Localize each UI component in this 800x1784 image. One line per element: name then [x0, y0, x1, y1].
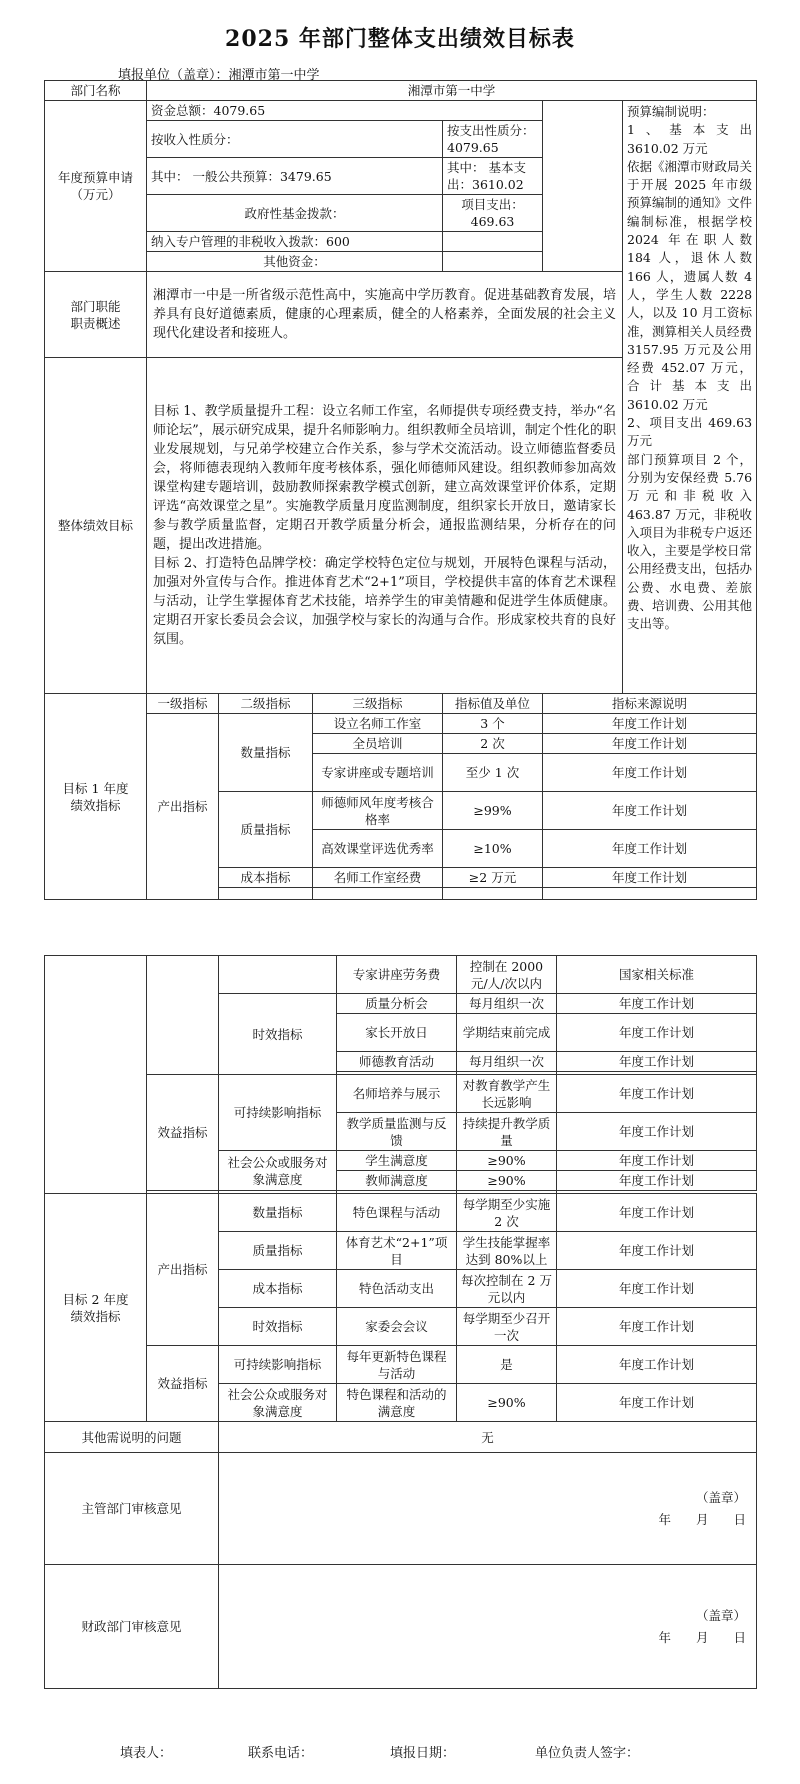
table-row-l3: 专家讲座劳务费	[337, 956, 457, 994]
table-row-l3: 教师满意度	[337, 1171, 457, 1191]
budget-project: 项目支出：469.63	[443, 195, 543, 232]
table-row-l3: 特色课程与活动	[337, 1194, 457, 1232]
budget-general: 其中： 一般公共预算：3479.65	[147, 158, 443, 195]
review1-date: 年 月 日	[658, 1511, 746, 1527]
table-row-l2: 数量指标	[219, 1194, 337, 1232]
target1-label: 目标 1 年度绩效指标	[45, 694, 147, 900]
fill-unit: 填报单位（盖章）：湘潭市第一中学	[118, 68, 320, 83]
table-row-l3: 质量分析会	[337, 994, 457, 1014]
table-row-value: 每月组织一次	[457, 1052, 557, 1072]
table-row-l3: 教学质量监测与反馈	[337, 1113, 457, 1151]
table-row-value: ≥10%	[443, 830, 543, 868]
table-row-source: 年度工作计划	[557, 1194, 757, 1232]
table-row-source: 年度工作计划	[557, 994, 757, 1014]
review2-label: 财政部门审核意见	[45, 1565, 219, 1689]
table-row-source: 年度工作计划	[557, 1113, 757, 1151]
table-row-value: 对教育教学产生长远影响	[457, 1075, 557, 1113]
table-part-1	[44, 80, 757, 900]
table-row-source: 年度工作计划	[557, 1014, 757, 1052]
table-row-l3: 师德师风年度考核合格率	[313, 792, 443, 830]
table-row-value: 学期结束前完成	[457, 1014, 557, 1052]
header-value: 指标值及单位	[443, 694, 543, 714]
table-row-l2: 社会公众或服务对象满意度	[219, 1384, 337, 1422]
table-row-source: 年度工作计划	[543, 868, 757, 888]
table-row-value: ≥90%	[457, 1171, 557, 1191]
duty-text: 湘潭市一中是一所省级示范性高中，实施高中学历教育。促进基础教育发展，培养具有良好道德素质，健康的心理素质，健全的人格素养，全面发展的社会主义现代化建设者和接班人。	[147, 272, 623, 358]
table-row-source: 年度工作计划	[543, 734, 757, 754]
table-row-source: 年度工作计划	[557, 1171, 757, 1191]
other-issue-label: 其他需说明的问题	[45, 1422, 219, 1453]
table-row-l3: 家委会会议	[337, 1308, 457, 1346]
table-row-value: ≥90%	[457, 1151, 557, 1171]
table-row-l2: 成本指标	[219, 1270, 337, 1308]
table-row-value: ≥90%	[457, 1384, 557, 1422]
table-row-source: 年度工作计划	[543, 830, 757, 868]
t2-l1-output: 产出指标	[147, 1194, 219, 1346]
dept-value: 湘潭市第一中学	[147, 81, 757, 101]
budget-gov-fund: 政府性基金拨款：	[147, 195, 443, 232]
header-source: 指标来源说明	[543, 694, 757, 714]
table-row-l2: 时效指标	[219, 1308, 337, 1346]
budget-basic: 其中： 基本支出：3610.02	[443, 158, 543, 195]
table-row-value: 每学期至少召开一次	[457, 1308, 557, 1346]
table-row-source: 年度工作计划	[557, 1308, 757, 1346]
table-row-value: ≥99%	[443, 792, 543, 830]
t1-l2-cost: 成本指标	[219, 868, 313, 888]
table-row-l3: 名师工作室经费	[313, 868, 443, 888]
dept-label: 部门名称	[45, 81, 147, 101]
table-row-l3: 特色活动支出	[337, 1270, 457, 1308]
table-row-l3: 特色课程和活动的满意度	[337, 1384, 457, 1422]
budget-other: 其他资金：	[147, 252, 443, 272]
header-l2: 二级指标	[219, 694, 313, 714]
table-row-source: 年度工作计划	[557, 1075, 757, 1113]
table-row-source: 年度工作计划	[543, 754, 757, 792]
table-row-value: ≥2 万元	[443, 868, 543, 888]
duty-label: 部门职能职责概述	[45, 272, 147, 358]
other-issue-value: 无	[219, 1422, 757, 1453]
table-row-value: 每学期至少实施 2 次	[457, 1194, 557, 1232]
table-row-value: 2 次	[443, 734, 543, 754]
footer-phone: 联系电话：	[248, 1746, 314, 1761]
t1-l2-sustain: 可持续影响指标	[219, 1075, 337, 1151]
table-row-source: 年度工作计划	[557, 1270, 757, 1308]
review1-label: 主管部门审核意见	[45, 1453, 219, 1565]
t1-l1-benefit: 效益指标	[147, 1075, 219, 1191]
header-l3: 三级指标	[313, 694, 443, 714]
budget-nontax: 纳入专户管理的非税收入拨款：600	[147, 232, 443, 252]
table-row-source: 年度工作计划	[543, 714, 757, 734]
review2-date: 年 月 日	[658, 1629, 746, 1645]
table-row-l2: 可持续影响指标	[219, 1346, 337, 1384]
table-row-value: 3 个	[443, 714, 543, 734]
table-row-l3: 学生满意度	[337, 1151, 457, 1171]
footer-leader: 单位负责人签字：	[535, 1746, 640, 1761]
table-part-2	[44, 955, 757, 1689]
budget-total: 资金总额：4079.65	[147, 101, 543, 121]
table-row-l3: 专家讲座或专题培训	[313, 754, 443, 792]
table-row-source: 年度工作计划	[557, 1384, 757, 1422]
budget-note: 预算编制说明： 1、基本支出 3610.02 万元 依据《湘潭市财政局关于开展 2025 年市级预算编制的通知》文件编制标准，根据学校 2024 年在职人数 184 人，退休人数 166 人，遗属人数 4 人，学生人数 2228 人，以及 10 月工资标准，测算相关人员经费 3157.95 万元及公用经费 452.07 万元，合计基本支出 3610.02 万元 2、项目支出 469.63 万元 部门预算项目 2 个，分别为安保经费 5.76 万元和非税收入 463.87 万元，非税收入项目为非税专户返还收入，主要是学校日常公用经费支出，包括办公费、水电费、差旅费、培训费、公用其他支出等。	[623, 101, 757, 694]
header-l1: 一级指标	[147, 694, 219, 714]
table-row-source: 年度工作计划	[543, 792, 757, 830]
table-row-l2: 质量指标	[219, 1232, 337, 1270]
table-row-l3: 体育艺术“2+1”项目	[337, 1232, 457, 1270]
table-row-value: 控制在 2000 元/人/次以内	[457, 956, 557, 994]
budget-by-source: 按收入性质分：	[147, 121, 443, 158]
table-row-source: 年度工作计划	[557, 1052, 757, 1072]
table-row-l3: 师德教育活动	[337, 1052, 457, 1072]
goal-text: 目标 1、教学质量提升工程：设立名师工作室，名师提供专项经费支持，举办“名师论坛”，展示研究成果，提升名师影响力。组织教师全员培训，制定个性化的职业发展规划，与兄弟学校建立合作关系，参与学术交流活动。设立师德监督委员会，将师德表现纳入教师年度考核体系，强化师德师风建设。组织教师参加高效课堂构建专题培训，鼓励教师探索教学模式创新，建立高效课堂评价体系，定期评选“高效课堂之星”。实施教学质量月度监测制度，组织家长开放日，邀请家长参与教学质量监督，定期召开教学质量分析会，通报监测结果，分析存在的问题，提出改进措施。 目标 2、打造特色品牌学校：确定学校特色定位与规划，开展特色课程与活动，加强对外宣传与合作。推进体育艺术“2+1”项目，学校提供丰富的体育艺术课程与活动，让学生掌握体育艺术技能，培养学生的审美情趣和促进学生体质健康。定期召开家长委员会会议，加强学校与家长的沟通与合作。形成家校共育的良好氛围。	[147, 358, 623, 694]
footer-filler: 填表人：	[120, 1746, 173, 1761]
budget-by-nature: 按支出性质分：4079.65	[443, 121, 543, 158]
table-row-l3: 每年更新特色课程与活动	[337, 1346, 457, 1384]
table-row-l3: 名师培养与展示	[337, 1075, 457, 1113]
review2-seal: （盖章）	[695, 1607, 746, 1623]
t1-l2-satisfy: 社会公众或服务对象满意度	[219, 1151, 337, 1191]
budget-label: 年度预算申请（万元）	[45, 101, 147, 272]
page-title: 2025 年部门整体支出绩效目标表	[225, 26, 575, 52]
table-row-value: 至少 1 次	[443, 754, 543, 792]
table-row-l3: 全员培训	[313, 734, 443, 754]
footer-date: 填报日期：	[390, 1746, 456, 1761]
table-row-source: 国家相关标准	[557, 956, 757, 994]
t1-l1-output: 产出指标	[147, 714, 219, 900]
t1-l2-timeliness: 时效指标	[219, 994, 337, 1075]
table-row-value: 学生技能掌握率达到 80%以上	[457, 1232, 557, 1270]
t1-l2-quantity: 数量指标	[219, 714, 313, 792]
table-row-l3: 设立名师工作室	[313, 714, 443, 734]
t2-l1-benefit: 效益指标	[147, 1346, 219, 1422]
table-row-source: 年度工作计划	[557, 1151, 757, 1171]
table-row-value: 每次控制在 2 万元以内	[457, 1270, 557, 1308]
table-row-source: 年度工作计划	[557, 1232, 757, 1270]
table-row-source: 年度工作计划	[557, 1346, 757, 1384]
table-row-value: 持续提升教学质量	[457, 1113, 557, 1151]
target2-label: 目标 2 年度绩效指标	[45, 1194, 147, 1422]
goal-label: 整体绩效目标	[45, 358, 147, 694]
table-row-value: 每月组织一次	[457, 994, 557, 1014]
table-row-l3: 家长开放日	[337, 1014, 457, 1052]
t1-l2-quality: 质量指标	[219, 792, 313, 868]
table-row-value: 是	[457, 1346, 557, 1384]
review1-seal: （盖章）	[695, 1489, 746, 1505]
table-row-l3: 高效课堂评选优秀率	[313, 830, 443, 868]
